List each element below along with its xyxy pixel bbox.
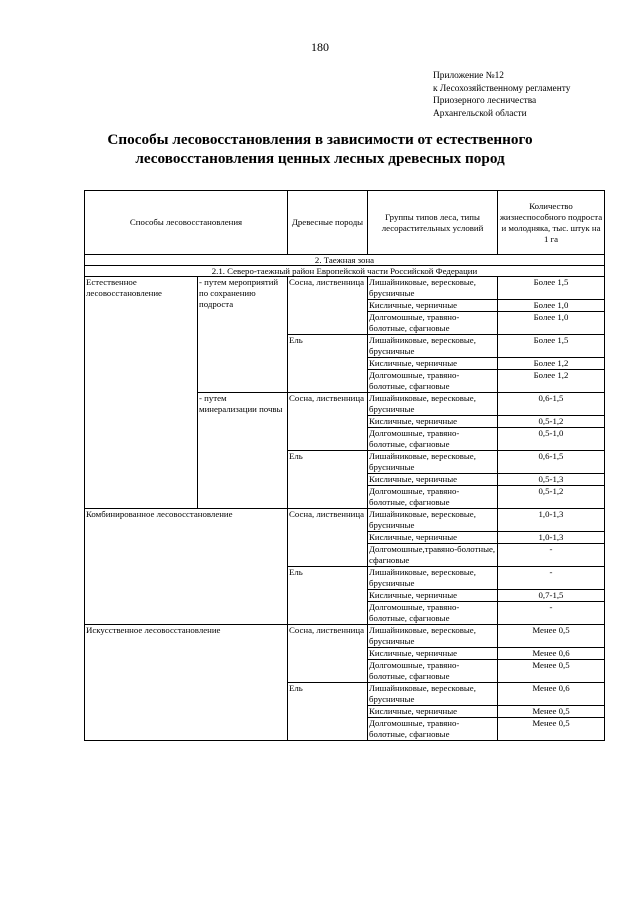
submethod-cell: - путем минерализации почвы bbox=[198, 393, 288, 509]
forest-group-cell: Кисличные, черничные bbox=[368, 590, 498, 602]
subzone-label: 2.1. Северо-таежный район Европейской части Российской Федерации bbox=[85, 266, 605, 277]
forest-group-cell: Долгомошные, травяно-болотные, сфагновые bbox=[368, 428, 498, 451]
forest-group-cell: Кисличные, черничные bbox=[368, 474, 498, 486]
header-species: Древесные породы bbox=[288, 191, 368, 255]
forest-group-cell: Долгомошные, травяно-болотные, сфагновые bbox=[368, 718, 498, 741]
value-cell: - bbox=[498, 602, 605, 625]
species-cell: Сосна, лиственница bbox=[288, 277, 368, 335]
method-cell: Искусственное лесовосстановление bbox=[85, 625, 288, 741]
subzone-row bbox=[85, 266, 605, 277]
species-cell: Сосна, лиственница bbox=[288, 509, 368, 567]
species-cell: Ель bbox=[288, 683, 368, 741]
forest-group-cell: Лишайниковые, вересковые, брусничные bbox=[368, 509, 498, 532]
species-cell: Ель bbox=[288, 451, 368, 509]
table-row bbox=[85, 277, 605, 300]
zone-label: 2. Таежная зона bbox=[85, 255, 605, 266]
appendix-note bbox=[433, 70, 570, 120]
title-line: Способы лесовосстановления в зависимости от естественного bbox=[107, 131, 533, 148]
forest-group-cell: Лишайниковые, вересковые, брусничные bbox=[368, 683, 498, 706]
value-cell: 1,0-1,3 bbox=[498, 532, 605, 544]
species-cell: Сосна, лиственница bbox=[288, 625, 368, 683]
species-cell: Ель bbox=[288, 567, 368, 625]
forest-group-cell: Кисличные, черничные bbox=[368, 416, 498, 428]
forest-group-cell: Долгомошные, травяно-болотные, сфагновые bbox=[368, 312, 498, 335]
forest-group-cell: Кисличные, черничные bbox=[368, 358, 498, 370]
table-header-row bbox=[85, 191, 605, 255]
value-cell: Менее 0,5 bbox=[498, 625, 605, 648]
method-cell: Комбинированное лесовосстановление bbox=[85, 509, 288, 625]
value-cell: Более 1,2 bbox=[498, 358, 605, 370]
method-cell: Естественное лесовосстановление bbox=[85, 277, 198, 509]
forest-group-cell: Лишайниковые, вересковые, брусничные bbox=[368, 567, 498, 590]
forest-group-cell: Долгомошные, травяно-болотные, сфагновые bbox=[368, 602, 498, 625]
value-cell: 0,6-1,5 bbox=[498, 393, 605, 416]
value-cell: - bbox=[498, 544, 605, 567]
title-line: лесовосстановления ценных лесных древесных пород bbox=[135, 150, 505, 167]
value-cell: 0,6-1,5 bbox=[498, 451, 605, 474]
value-cell: Менее 0,5 bbox=[498, 660, 605, 683]
forest-group-cell: Лишайниковые, вересковые, брусничные bbox=[368, 393, 498, 416]
header-methods: Способы лесовосстановления bbox=[85, 191, 288, 255]
appendix-line: к Лесохозяйственному регламенту bbox=[433, 83, 571, 94]
species-cell: Ель bbox=[288, 335, 368, 393]
value-cell: Менее 0,5 bbox=[498, 718, 605, 741]
value-cell: Более 1,5 bbox=[498, 335, 605, 358]
forest-group-cell: Долгомошные, травяно-болотные, сфагновые bbox=[368, 370, 498, 393]
document-title bbox=[0, 130, 640, 168]
value-cell: 0,5-1,0 bbox=[498, 428, 605, 451]
value-cell: 1,0-1,3 bbox=[498, 509, 605, 532]
value-cell: 0,5-1,3 bbox=[498, 474, 605, 486]
value-cell: Более 1,2 bbox=[498, 370, 605, 393]
value-cell: 0,5-1,2 bbox=[498, 486, 605, 509]
value-cell: Менее 0,6 bbox=[498, 648, 605, 660]
forest-group-cell: Лишайниковые, вересковые, брусничные bbox=[368, 625, 498, 648]
value-cell: 0,7-1,5 bbox=[498, 590, 605, 602]
header-groups: Группы типов леса, типы лесорастительных условий bbox=[368, 191, 498, 255]
zone-row bbox=[85, 255, 605, 266]
forest-group-cell: Лишайниковые, вересковые, брусничные bbox=[368, 451, 498, 474]
forest-group-cell: Кисличные, черничные bbox=[368, 706, 498, 718]
table-row bbox=[85, 509, 605, 532]
forest-group-cell: Кисличные, черничные bbox=[368, 300, 498, 312]
appendix-line: Архангельской области bbox=[433, 108, 527, 119]
value-cell: Более 1,5 bbox=[498, 277, 605, 300]
submethod-cell: - путем мероприятий по сохранению подроста bbox=[198, 277, 288, 393]
value-cell: 0,5-1,2 bbox=[498, 416, 605, 428]
forest-group-cell: Долгомошные,травяно-болотные, сфагновые bbox=[368, 544, 498, 567]
species-cell: Сосна, лиственница bbox=[288, 393, 368, 451]
reforestation-table bbox=[84, 190, 605, 741]
table-row bbox=[85, 625, 605, 648]
forest-group-cell: Кисличные, черничные bbox=[368, 648, 498, 660]
appendix-line: Приозерного лесничества bbox=[433, 96, 537, 106]
forest-group-cell: Долгомошные, травяно-болотные, сфагновые bbox=[368, 660, 498, 683]
page-number: 180 bbox=[311, 40, 329, 54]
forest-group-cell: Долгомошные, травяно-болотные, сфагновые bbox=[368, 486, 498, 509]
forest-group-cell: Кисличные, черничные bbox=[368, 532, 498, 544]
forest-group-cell: Лишайниковые, вересковые, брусничные bbox=[368, 277, 498, 300]
value-cell: - bbox=[498, 567, 605, 590]
header-count: Количество жизнеспособного подроста и молодняка, тыс. штук на 1 га bbox=[498, 191, 605, 255]
value-cell: Более 1,0 bbox=[498, 300, 605, 312]
value-cell: Менее 0,5 bbox=[498, 706, 605, 718]
forest-group-cell: Лишайниковые, вересковые, брусничные bbox=[368, 335, 498, 358]
value-cell: Более 1,0 bbox=[498, 312, 605, 335]
appendix-line: Приложение №12 bbox=[433, 71, 504, 81]
value-cell: Менее 0,6 bbox=[498, 683, 605, 706]
